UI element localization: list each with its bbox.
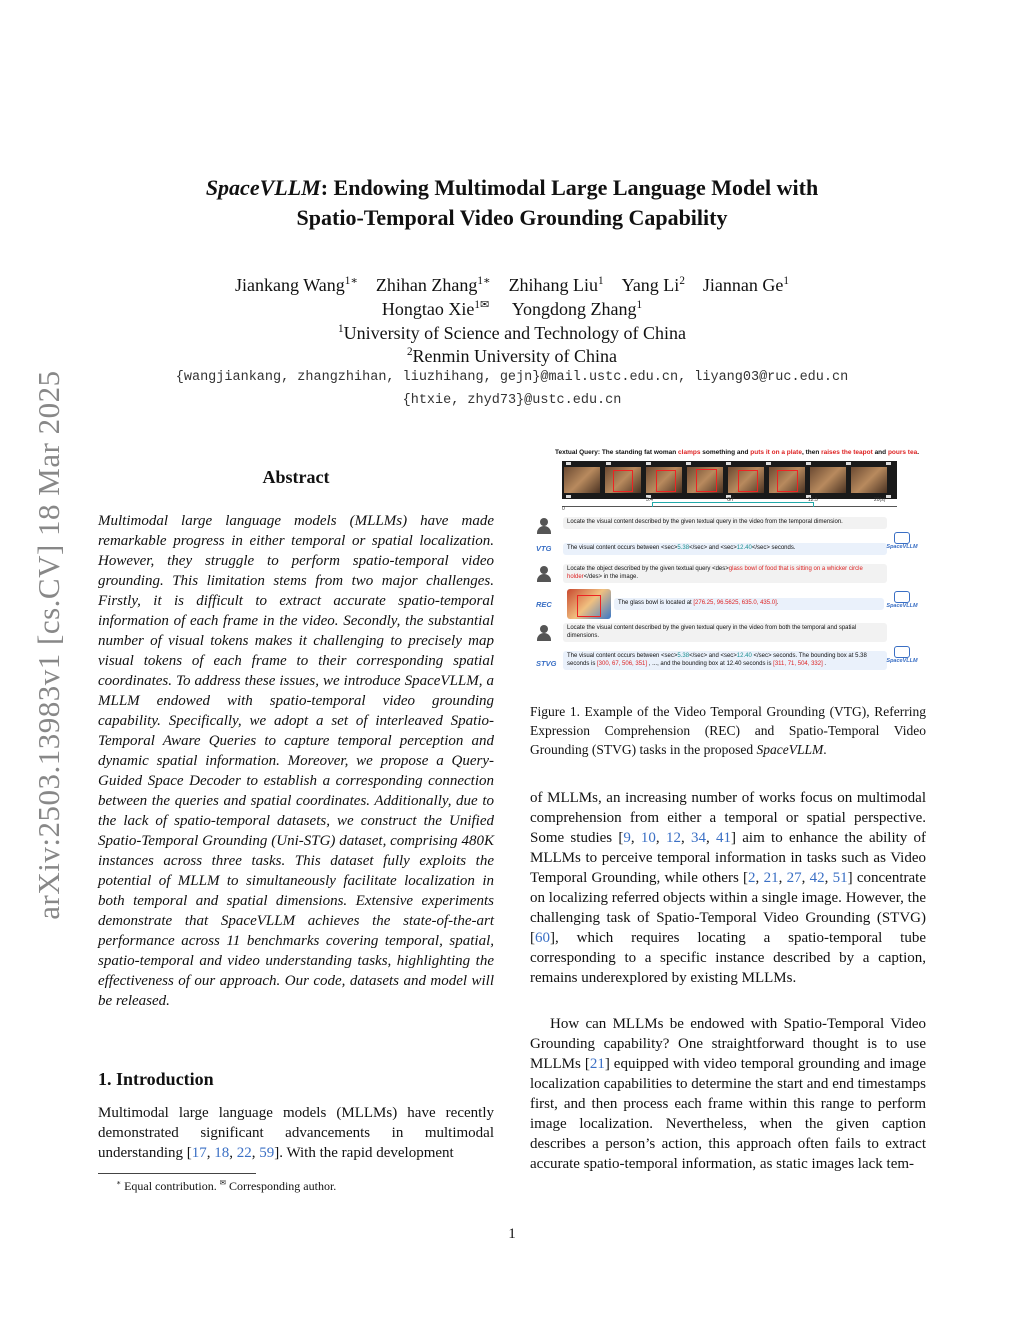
user-prompt: Locate the visual content described by the given textual query in the video from the temporal dimension.: [563, 517, 887, 529]
film-hole: [606, 462, 611, 465]
prompt-highlight: glass bowl of food that is sitting on a whicker circle holder: [567, 566, 863, 580]
model-answer: [563, 651, 887, 670]
answer-value: [276.25, 96.5625, 635.0, 435.0]: [693, 600, 777, 606]
query-text: .: [917, 449, 920, 456]
citation-link[interactable]: 17: [191, 1145, 207, 1161]
video-frame: [687, 467, 723, 493]
title-line2: Spatio-Temporal Video Grounding Capability: [296, 205, 728, 230]
right-paragraph-1: of MLLMs, an increasing number of works focus on multimodal comprehension from either a temporal or spatial perspective. Some studies [9, 10, 12, 34, 41] aim to enhance the ability of MLLMs to perceive temporal information in tasks such as Video Temporal Grounding, while others [2, 21, 27, 42, 51] concentrate on localizing referred objects within a single image. However, the challenging task of Spatio-Temporal Video Grounding (STVG) [60], which requires locating a spatio-temporal tube corresponding to a specific instance described by a caption, remains underexplored by existing MLLMs.: [530, 790, 927, 986]
citation-link[interactable]: 22: [236, 1145, 252, 1161]
aff-name: University of Science and Technology of China: [343, 323, 686, 343]
film-hole: [646, 462, 651, 465]
envelope-icon: ✉: [219, 1178, 226, 1187]
video-filmstrip: [562, 461, 897, 499]
email-line-1: {wangjiankang, zhangzhihan, liuzhihang, gejn}@mail.ustc.edu.cn, liyang03@ruc.edu.cn: [175, 370, 849, 385]
citation-link[interactable]: 18: [214, 1145, 230, 1161]
robot-label: SpaceVLLM: [886, 603, 918, 609]
aff-sup: 2: [406, 346, 413, 358]
model-answer: [563, 543, 887, 555]
bbox: [738, 470, 758, 492]
citation-link[interactable]: 21: [589, 1056, 605, 1072]
arxiv-identifier: arXiv:2503.13983v1 [cs.CV] 18 Mar 2025: [31, 370, 66, 920]
citation-link[interactable]: 51: [832, 870, 848, 886]
video-frame: [564, 467, 600, 493]
bbox: [696, 469, 717, 492]
page-number: 1: [508, 1226, 516, 1242]
video-frame: [851, 467, 887, 493]
timeline-tick: 12.5: [808, 497, 818, 503]
figure-query: [555, 449, 919, 456]
author-line-1: [120, 270, 904, 297]
intro-paragraph: Multimodal large language models (MLLMs) have recently demonstrated significant advancements in multimodal understanding [17, 18, 22, 59]. With the rapid development: [98, 1105, 494, 1161]
author-line-2: [120, 294, 904, 321]
query-highlight: puts it on a plate: [750, 449, 802, 456]
film-hole: [566, 462, 571, 465]
user-icon: [536, 625, 552, 641]
citation-link[interactable]: 12: [665, 830, 681, 846]
citation-link[interactable]: 21: [763, 870, 779, 886]
figure-caption: [530, 702, 926, 759]
answer-value: 12.40: [736, 545, 752, 551]
intro-heading: 1. Introduction: [98, 1069, 214, 1089]
video-frame: [728, 467, 764, 493]
user-icon: [536, 566, 552, 582]
citation-link[interactable]: 60: [535, 930, 550, 946]
film-hole: [766, 462, 771, 465]
bbox: [656, 470, 676, 492]
film-hole: [726, 462, 731, 465]
stvg-tag: STVG: [536, 659, 557, 668]
timeline-tick: 20(s): [874, 497, 886, 503]
robot-label: SpaceVLLM: [886, 544, 918, 550]
video-frame: [605, 467, 641, 493]
author: Zhihan Zhang: [375, 275, 478, 295]
title-line1: : Endowing Multimodal Large Language Model with: [320, 175, 819, 200]
body-text: ], which requires locating a spatio-temporal tube corresponding to a specific instance described by a caption, remains underexplored by existing MLLMs.: [530, 930, 926, 986]
bbox: [577, 595, 601, 617]
citation-link[interactable]: 34: [690, 830, 706, 846]
citation-link[interactable]: 42: [809, 870, 825, 886]
video-frame: [646, 467, 682, 493]
film-hole: [886, 462, 891, 465]
answer-value: [311, 71, 504, 332]: [773, 660, 823, 667]
right-paragraph-2: [530, 1014, 926, 1174]
query-label: Textual Query: The standing fat woman: [555, 449, 679, 456]
answer-text: </sec> and <sec>: [689, 653, 737, 659]
prompt-text: Locate the object described by the given textual query <des>: [567, 566, 729, 572]
robot-icon: [882, 591, 922, 611]
footnote-rule: [98, 1173, 256, 1174]
footnote-star: ∗: [116, 1178, 122, 1187]
body-text: How can MLLMs be endowed with Spatio-Temporal Video Grounding capability? One straightforward thought is to use MLLMs [: [530, 1016, 926, 1072]
body-text: of MLLMs, an increasing number of works focus on multimodal comprehension from either a temporal or spatial perspective. Some studies [: [530, 790, 926, 846]
film-hole: [806, 462, 811, 465]
video-frame: [810, 467, 846, 493]
author: Jiannan Ge: [702, 275, 784, 295]
abstract-text: Multimodal large language models (MLLMs) have made remarkable progress in either temporal or spatial localization. However, they struggle to perform spatio-temporal video grounding. This limitation stems from two major challenges. Firstly, it is difficult to extract accurate spatio-temporal information of each frame in the video. Secondly, the substantial number of visual tokens makes it challenging to precisely map visual tokens of each frame to their corresponding spatial coordinates. To address these issues, we introduce SpaceVLLM, a MLLM endowed with spatio-temporal video grounding capability. Specifically, we adopt a set of interleaved Spatio-Temporal Aware Queries to capture temporal perception and dynamic spatial information. Moreover, we propose a Query-Guided Space Decoder to establish a corresponding connection between the queries and spatial coordinates. Additionally, due to the lack of spatio-temporal datasets, we construct the Unified Spatio-Temporal Grounding (Uni-STG) dataset, comprising 480K instances across three tasks. This dataset fully exploits the potential of MLLM to simultaneously facilitate localization in both temporal and spatial dimensions. Extensive experiments demonstrate that SpaceVLLM achieves the state-of-the-art performance across 11 benchmarks covering temporal, spatial, spatio-temporal and video understanding tasks, highlighting the effectiveness of our approach. Our code, datasets and model will be released.: [98, 513, 494, 1009]
rec-tag: REC: [536, 600, 552, 609]
author-sup: 2: [679, 275, 685, 287]
film-hole: [846, 462, 851, 465]
author: Zhihang Liu: [508, 275, 599, 295]
prompt-text: </des> in the image.: [583, 573, 639, 580]
author: Hongtao Xie: [381, 299, 475, 319]
intro-text: Multimodal large language models (MLLMs) have recently demonstrated significant advancements in multimodal understanding [: [98, 1105, 494, 1161]
video-frame: [769, 467, 805, 493]
email-line-2: {htxie, zhyd73}@ustc.edu.cn: [402, 393, 622, 408]
citation-link[interactable]: 59: [259, 1145, 275, 1161]
citation-link[interactable]: 27: [786, 870, 802, 886]
user-prompt: [563, 564, 887, 583]
citation-link[interactable]: 10: [640, 830, 656, 846]
body-text: ] equipped with video temporal grounding and image localization capabilities to determine the start and end timestamps first, and then process each frame within this range to perform image localization. Nevertheless, when the given caption describes a person’s action, this approach often fails to extract accurate spatio-temporal information, as static images lack tem-: [530, 1056, 926, 1172]
answer-value: 5.38: [677, 653, 690, 659]
robot-label: SpaceVLLM: [886, 658, 918, 664]
film-hole: [686, 462, 691, 465]
author-sup: 1✉: [474, 299, 490, 311]
footnote: [98, 1178, 494, 1194]
query-highlight: clamps: [678, 449, 701, 456]
answer-text: , ..., and the bounding box at 12.40 seconds is: [647, 660, 774, 667]
timeline-tick: GT: [727, 497, 734, 503]
caption-text: Figure 1. Example of the Video Temporal Grounding (VTG), Referring Expression Comprehension (REC) and Spatio-Temporal Video Grounding (STVG) tasks in the proposed: [530, 704, 926, 757]
bbox: [613, 470, 633, 492]
bbox: [777, 470, 798, 492]
author: Jiankang Wang: [235, 275, 345, 295]
author-sup: 1: [783, 275, 789, 287]
film-hole: [886, 495, 891, 498]
body-text: ] aim to enhance the ability of MLLMs to perceive temporal information in tasks such as Video Temporal Grounding, while others [: [530, 830, 927, 886]
body-text: ] concentrate on localizing referred objects within a single image. However, the challenging task of Spatio-Temporal Video Grounding (STVG) [: [530, 870, 926, 946]
vtg-tag: VTG: [536, 544, 552, 553]
robot-icon: [882, 646, 922, 666]
answer-text: .: [776, 600, 779, 606]
paper-title: [120, 173, 904, 233]
user-prompt: Locate the visual content described by the given textual query in the video from both the temporal and spatial dimensions.: [563, 623, 887, 642]
query-text: something and: [700, 449, 751, 456]
affiliation-2: [120, 341, 904, 368]
footnote-equal: Equal contribution.: [121, 1179, 220, 1193]
answer-text: </sec> and <sec>: [689, 545, 737, 551]
author: Yongdong Zhang: [511, 299, 637, 319]
film-hole: [566, 495, 571, 498]
author-sup: 1: [636, 299, 643, 311]
intro-text: ]. With the rapid development: [274, 1145, 454, 1161]
author-sup: 1∗: [477, 275, 491, 287]
abstract-heading: Abstract: [262, 467, 330, 487]
model-answer: [614, 598, 884, 610]
answer-text: The glass bowl is located at: [618, 600, 694, 606]
query-highlight: pours tea: [887, 449, 918, 456]
answer-text: </sec> seconds.: [751, 545, 796, 551]
citation-link[interactable]: 41: [716, 830, 731, 846]
answer-text: The visual content occurs between <sec>: [567, 653, 678, 659]
title-italic: SpaceVLLM: [205, 175, 321, 200]
answer-text: .: [822, 660, 827, 667]
caption-italic: SpaceVLLM: [756, 742, 824, 757]
citation-link[interactable]: 2: [748, 870, 756, 886]
rec-image: [567, 589, 611, 619]
aff-name: Renmin University of China: [412, 346, 618, 366]
query-text: , then: [801, 449, 822, 456]
timeline-tick: 0: [562, 506, 565, 512]
timeline: [562, 499, 897, 513]
citation-link[interactable]: 9: [623, 830, 631, 846]
author-sup: 1: [598, 275, 604, 287]
answer-value: [300, 67, 506, 351]: [597, 660, 648, 667]
author-sup: 1∗: [344, 275, 358, 287]
query-highlight: raises the teapot: [821, 449, 873, 456]
robot-icon: [882, 532, 922, 552]
answer-value: 12.40: [736, 653, 752, 659]
user-icon: [536, 518, 552, 534]
timeline-tick: 5.4: [646, 497, 653, 503]
footnote-corr: Corresponding author.: [225, 1179, 337, 1193]
query-text: and: [872, 449, 888, 456]
answer-value: 5.38: [677, 545, 690, 551]
answer-text: The visual content occurs between <sec>: [567, 545, 678, 551]
figure-1: [530, 449, 926, 689]
aff-sup: 1: [338, 323, 344, 335]
caption-end: .: [823, 742, 827, 757]
author: Yang Li: [621, 275, 680, 295]
answer-text: </sec> seconds. The bounding box at 5.38 seconds is: [567, 653, 867, 667]
